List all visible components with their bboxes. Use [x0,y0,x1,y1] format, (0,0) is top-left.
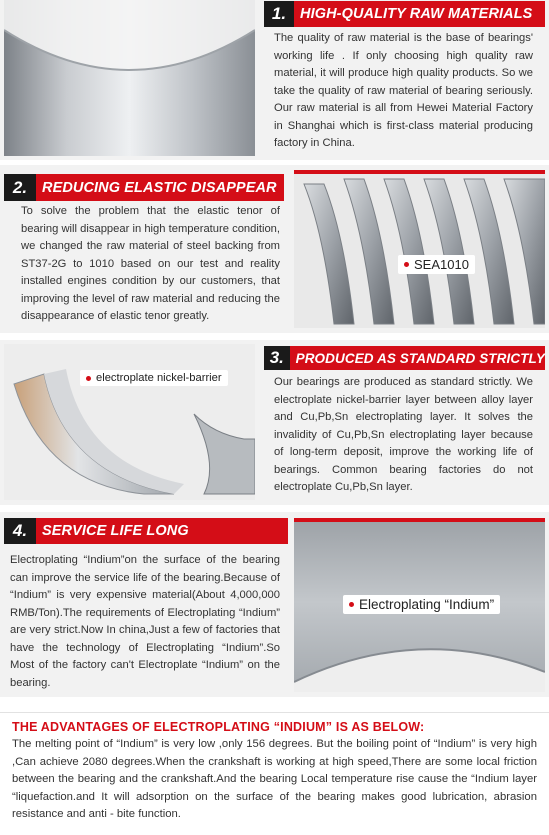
callout-dot-icon [86,376,91,381]
section-3-callout [80,370,228,386]
section-1-text: The quality of raw material is the base of bearings' working life . If only choosing high quality raw material, it will produce high quality products. So we take the quality of raw material of bearing seriously. Our raw material is all from Hewei Material Factory in Shanghai which is first-class material producing factory in China. [274,32,533,149]
section-1-banner [264,1,545,27]
advantages-text: The melting point of “Indium” is very low ,only 156 degrees. But the boiling point of “Indium” is very high ,Can achieve 2080 degrees.When the crankshaft is working at high speed,There are some local friction between the bearing and the crankshaft.And the bearing Local temperature rise cause the “Indium layer “liquefaction.and It will adsorption on the surface of the bearing makes good lubrication, abrasion resistance and anti - bite function. [12,738,537,820]
section-2-title: REDUCING ELASTIC DISAPPEAR [42,179,277,196]
section-1-number: 1. [264,1,294,27]
bearing-image-2 [294,170,545,328]
section-4-callout-label: Electroplating “Indium” [359,597,495,612]
bearing-image-1 [4,0,255,156]
section-3-title: PRODUCED AS STANDARD STRICTLY [295,350,545,366]
section-2-callout [398,255,475,274]
section-2-callout-label: SEA1010 [414,257,469,272]
section-2-banner [4,174,284,201]
section-2-text: To solve the problem that the elastic tenor of bearing will disappear in high temperature condition, we changed the raw material of steel backing from ST37-2G to 1010 based on our test and reality installed engines condition by our customers, that improving the level of raw material and reducing the disappearance of elastic tenor greatly. [21,205,280,322]
callout-dot-icon [349,602,354,607]
bearing-image-3 [4,344,255,500]
section-2-number: 2. [4,174,36,201]
section-4-title: SERVICE LIFE LONG [42,523,189,539]
section-3-text: Our bearings are produced as standard strictly. We electroplate nickel-barrier layer between alloy layer and Cu,Pb,Sn electroplating layer. It solves the invalidity of Cu,Pb,Sn electroplating layer because of long-term deposit, improve the working life of bearings. Common bearing factories do not electroplate Cu,Pb,Sn layer. [274,376,533,493]
section-1-title: HIGH-QUALITY RAW MATERIALS [300,6,533,22]
section-3-banner [264,346,545,370]
section-4-callout [343,595,500,614]
advantages-divider [0,712,549,713]
section-4-number: 4. [4,518,36,544]
section-3-number: 3. [264,346,290,370]
callout-dot-icon [404,262,409,267]
section-3-callout-label: electroplate nickel-barrier [96,372,222,384]
section-4-text: Electroplating “Indium”on the surface of the bearing can improve the service life of the bearing.Because of “Indium” is very expensive material(About 4,000,000 RMB/Ton).The requirements of Electroplating “Indium” are very strict.Now In china,Just a few of factories that have the technology of Electroplating “Indium”.So Most of the factory can't Electroplate “Indium” on the bearing. [10,554,280,689]
section-4-banner [4,518,288,544]
advantages-title: THE ADVANTAGES OF ELECTROPLATING “INDIUM” IS AS BELOW: [12,720,425,734]
